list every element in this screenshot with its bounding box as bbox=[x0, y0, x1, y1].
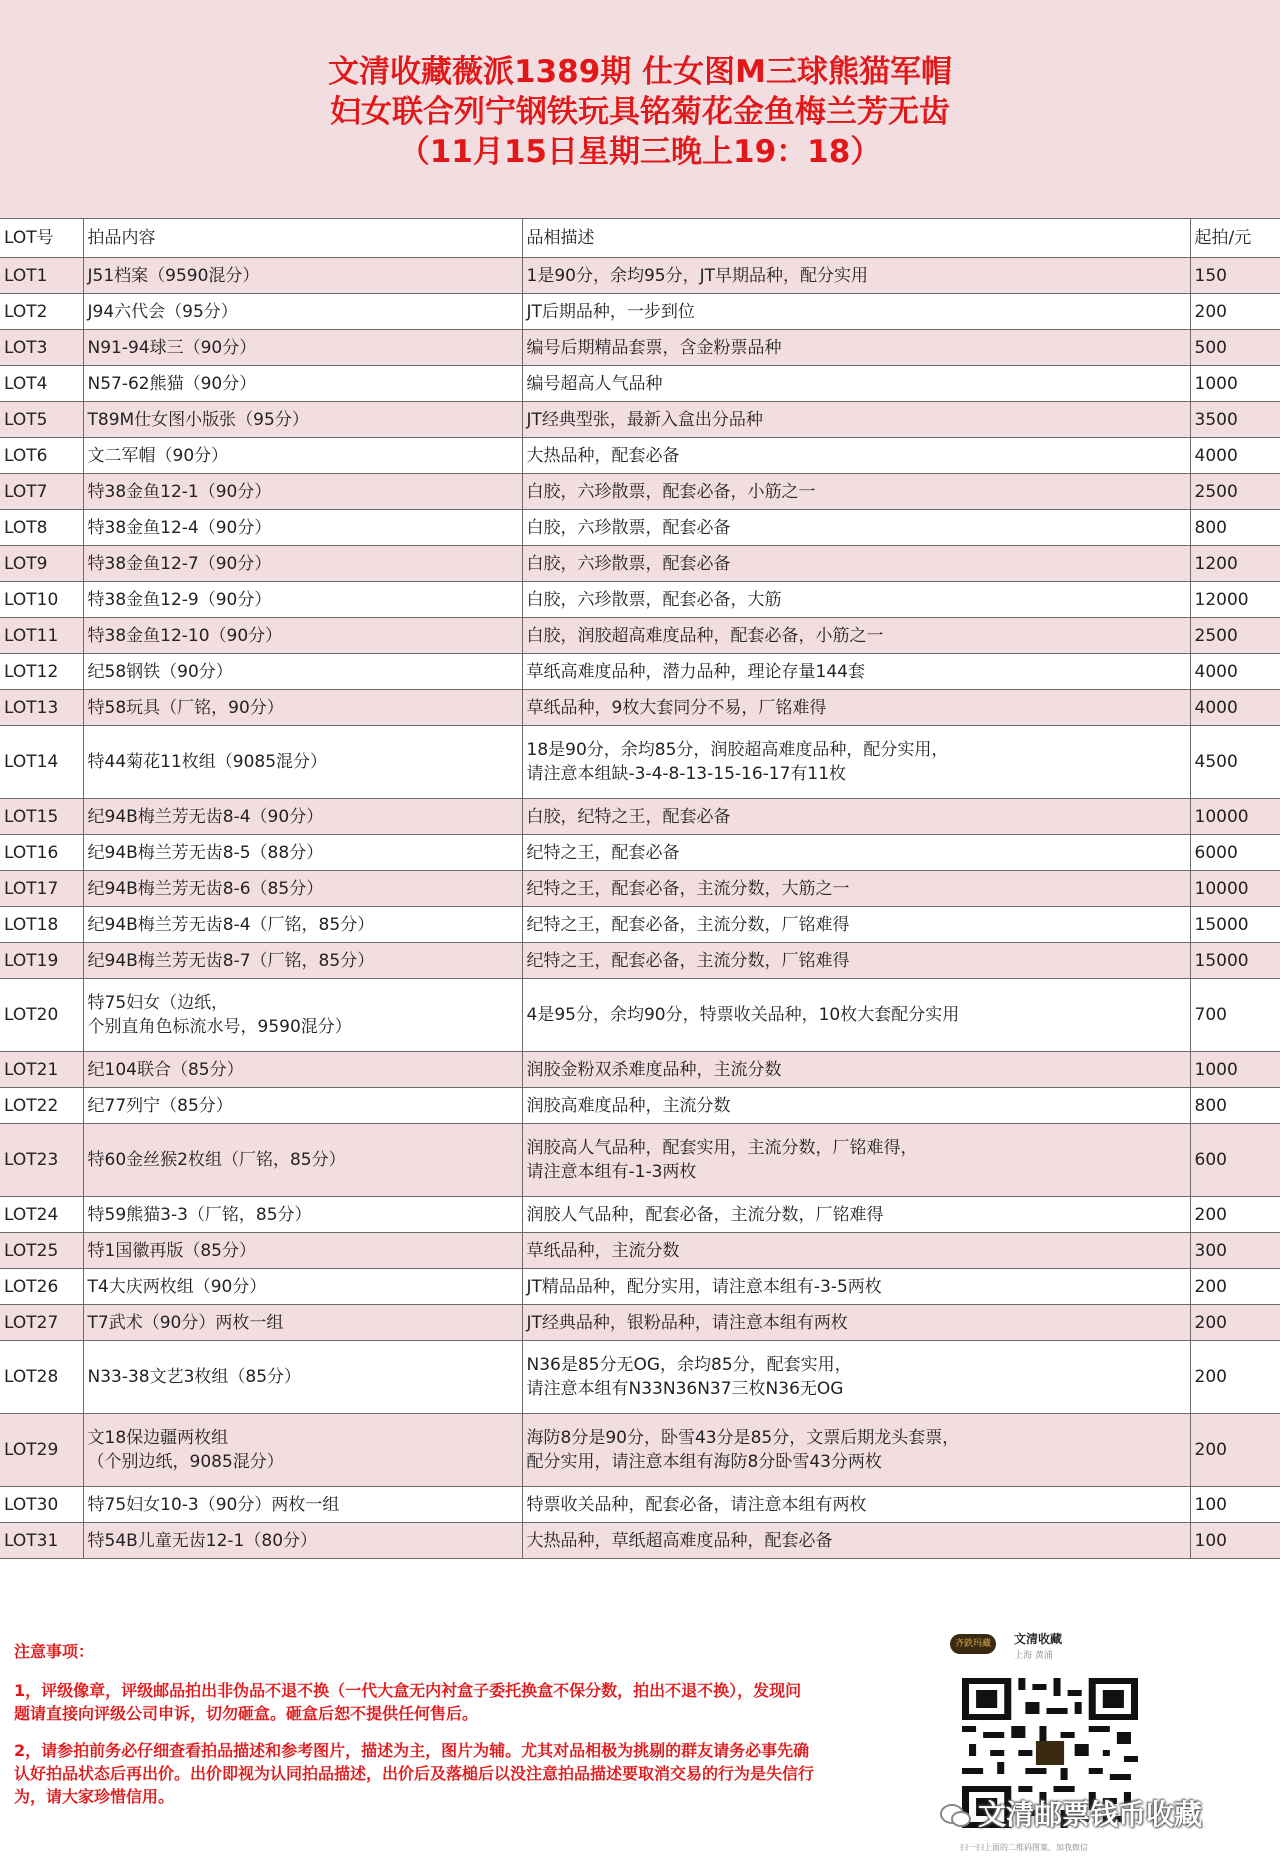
lot-number-cell: LOT22 bbox=[0, 1088, 83, 1124]
start-price-cell: 10000 bbox=[1190, 799, 1280, 835]
condition-cell: 1是90分，余均95分，JT早期品种，配分实用 bbox=[522, 258, 1190, 294]
condition-cell: N36是85分无OG，余均85分，配套实用， 请注意本组有N33N36N37三枚N36无OG bbox=[522, 1341, 1190, 1414]
table-row bbox=[0, 799, 1280, 835]
item-cell: 特38金鱼12-9（90分） bbox=[83, 582, 522, 618]
lot-number-cell: LOT18 bbox=[0, 907, 83, 943]
shop-logo: 齐鉄玛藏 bbox=[950, 1634, 996, 1654]
start-price-cell: 300 bbox=[1190, 1233, 1280, 1269]
item-cell: 特54B儿童无齿12-1（80分） bbox=[83, 1523, 522, 1559]
start-price-cell: 1000 bbox=[1190, 1052, 1280, 1088]
condition-cell: 纪特之王，配套必备，主流分数，厂铭难得 bbox=[522, 907, 1190, 943]
table-row bbox=[0, 1124, 1280, 1197]
watermark bbox=[940, 1793, 1202, 1833]
start-price-cell: 4000 bbox=[1190, 438, 1280, 474]
table-row bbox=[0, 654, 1280, 690]
notes-item-2: 2，请参拍前务必仔细查看拍品描述和参考图片，描述为主，图片为辅。尤其对品相极为挑剔的群友请务必事先确认好拍品状态后再出价。出价即视为认同拍品描述，出价后及落槌后以没注意拍品描述要取消交易的行为是失信行为，请大家珍惜信用。 bbox=[14, 1741, 815, 1806]
table-row bbox=[0, 907, 1280, 943]
item-cell: 特38金鱼12-4（90分） bbox=[83, 510, 522, 546]
condition-cell: 润胶金粉双杀难度品种，主流分数 bbox=[522, 1052, 1190, 1088]
condition-cell: 白胶，润胶超高难度品种，配套必备，小筋之一 bbox=[522, 618, 1190, 654]
table-row bbox=[0, 1487, 1280, 1523]
table-row bbox=[0, 546, 1280, 582]
condition-cell: 纪特之王，配套必备，主流分数，厂铭难得 bbox=[522, 943, 1190, 979]
start-price-cell: 1000 bbox=[1190, 366, 1280, 402]
item-cell: N91-94球三（90分） bbox=[83, 330, 522, 366]
lot-number-cell: LOT29 bbox=[0, 1414, 83, 1487]
qr-caption: 扫一扫上面的二维码图案，加我微信 bbox=[960, 1843, 1088, 1852]
item-cell: 纪94B梅兰芳无齿8-5（88分） bbox=[83, 835, 522, 871]
item-cell: 特58玩具（厂铭，90分） bbox=[83, 690, 522, 726]
item-cell: 特38金鱼12-7（90分） bbox=[83, 546, 522, 582]
lot-number-cell: LOT4 bbox=[0, 366, 83, 402]
lot-number-cell: LOT12 bbox=[0, 654, 83, 690]
table-row bbox=[0, 1414, 1280, 1487]
start-price-cell: 800 bbox=[1190, 1088, 1280, 1124]
start-price-cell: 200 bbox=[1190, 294, 1280, 330]
lot-number-cell: LOT16 bbox=[0, 835, 83, 871]
notes-title: 注意事项： bbox=[14, 1642, 95, 1661]
table-row bbox=[0, 294, 1280, 330]
lot-number-cell: LOT28 bbox=[0, 1341, 83, 1414]
watermark-text: 文清邮票钱币收藏 bbox=[978, 1798, 1203, 1831]
col-header-item: 拍品内容 bbox=[83, 219, 522, 258]
lot-number-cell: LOT25 bbox=[0, 1233, 83, 1269]
condition-cell: 润胶人气品种，配套必备，主流分数，厂铭难得 bbox=[522, 1197, 1190, 1233]
item-cell: 文二军帽（90分） bbox=[83, 438, 522, 474]
lot-number-cell: LOT2 bbox=[0, 294, 83, 330]
condition-cell: 海防8分是90分，卧雪43分是85分，文票后期龙头套票， 配分实用，请注意本组有海防8分卧雪43分两枚 bbox=[522, 1414, 1190, 1487]
start-price-cell: 15000 bbox=[1190, 907, 1280, 943]
col-header-start-price: 起拍/元 bbox=[1190, 219, 1280, 258]
table-row bbox=[0, 258, 1280, 294]
lot-number-cell: LOT5 bbox=[0, 402, 83, 438]
start-price-cell: 800 bbox=[1190, 510, 1280, 546]
start-price-cell: 12000 bbox=[1190, 582, 1280, 618]
start-price-cell: 15000 bbox=[1190, 943, 1280, 979]
lot-number-cell: LOT1 bbox=[0, 258, 83, 294]
lot-number-cell: LOT23 bbox=[0, 1124, 83, 1197]
notes-section bbox=[14, 1640, 814, 1822]
table-row bbox=[0, 618, 1280, 654]
title-line-1: 文清收藏薇派1389期 仕女图M三球熊猫军帽 bbox=[328, 54, 952, 90]
item-cell: 特59熊猫3-3（厂铭，85分） bbox=[83, 1197, 522, 1233]
item-cell: T4大庆两枚组（90分） bbox=[83, 1269, 522, 1305]
condition-cell: 18是90分，余均85分，润胶超高难度品种，配分实用， 请注意本组缺-3-4-8-13-15-16-17有11枚 bbox=[522, 726, 1190, 799]
lot-number-cell: LOT26 bbox=[0, 1269, 83, 1305]
item-cell: 纪94B梅兰芳无齿8-6（85分） bbox=[83, 871, 522, 907]
table-header-row bbox=[0, 219, 1280, 258]
condition-cell: 草纸品种，9枚大套同分不易，厂铭难得 bbox=[522, 690, 1190, 726]
table-row bbox=[0, 366, 1280, 402]
item-cell: 纪94B梅兰芳无齿8-4（厂铭，85分） bbox=[83, 907, 522, 943]
start-price-cell: 100 bbox=[1190, 1487, 1280, 1523]
start-price-cell: 200 bbox=[1190, 1305, 1280, 1341]
condition-cell: 大热品种，草纸超高难度品种，配套必备 bbox=[522, 1523, 1190, 1559]
condition-cell: 白胶，纪特之王，配套必备 bbox=[522, 799, 1190, 835]
item-cell: J94六代会（95分） bbox=[83, 294, 522, 330]
start-price-cell: 3500 bbox=[1190, 402, 1280, 438]
start-price-cell: 500 bbox=[1190, 330, 1280, 366]
lot-number-cell: LOT19 bbox=[0, 943, 83, 979]
condition-cell: 编号后期精品套票，含金粉票品种 bbox=[522, 330, 1190, 366]
condition-cell: 大热品种，配套必备 bbox=[522, 438, 1190, 474]
lot-number-cell: LOT27 bbox=[0, 1305, 83, 1341]
condition-cell: JT精品品种，配分实用，请注意本组有-3-5两枚 bbox=[522, 1269, 1190, 1305]
table-row bbox=[0, 1523, 1280, 1559]
table-row bbox=[0, 1197, 1280, 1233]
table-row bbox=[0, 330, 1280, 366]
item-cell: N33-38文艺3枚组（85分） bbox=[83, 1341, 522, 1414]
condition-cell: 编号超高人气品种 bbox=[522, 366, 1190, 402]
lot-number-cell: LOT15 bbox=[0, 799, 83, 835]
item-cell: J51档案（9590混分） bbox=[83, 258, 522, 294]
start-price-cell: 10000 bbox=[1190, 871, 1280, 907]
lot-number-cell: LOT30 bbox=[0, 1487, 83, 1523]
condition-cell: 特票收关品种，配套必备，请注意本组有两枚 bbox=[522, 1487, 1190, 1523]
title-line-2: 妇女联合列宁钢铁玩具铭菊花金鱼梅兰芳无齿 bbox=[330, 94, 950, 130]
title-line-3: （11月15日星期三晚上19：18） bbox=[398, 134, 882, 170]
item-cell: T89M仕女图小版张（95分） bbox=[83, 402, 522, 438]
table-row bbox=[0, 474, 1280, 510]
start-price-cell: 1200 bbox=[1190, 546, 1280, 582]
condition-cell: JT后期品种，一步到位 bbox=[522, 294, 1190, 330]
table-row bbox=[0, 726, 1280, 799]
condition-cell: JT经典品种，银粉品种，请注意本组有两枚 bbox=[522, 1305, 1190, 1341]
item-cell: 文18保边疆两枚组 （个别边纸，9085混分） bbox=[83, 1414, 522, 1487]
lot-number-cell: LOT31 bbox=[0, 1523, 83, 1559]
lot-number-cell: LOT13 bbox=[0, 690, 83, 726]
table-row bbox=[0, 690, 1280, 726]
table-body bbox=[0, 258, 1280, 1559]
table-row bbox=[0, 1305, 1280, 1341]
item-cell: 特38金鱼12-1（90分） bbox=[83, 474, 522, 510]
start-price-cell: 200 bbox=[1190, 1341, 1280, 1414]
start-price-cell: 2500 bbox=[1190, 474, 1280, 510]
lot-number-cell: LOT6 bbox=[0, 438, 83, 474]
lot-number-cell: LOT9 bbox=[0, 546, 83, 582]
col-header-lot: LOT号 bbox=[0, 219, 83, 258]
condition-cell: 白胶，六珍散票，配套必备，大筋 bbox=[522, 582, 1190, 618]
qr-account-location: 上海 黄浦 bbox=[1014, 1651, 1053, 1661]
start-price-cell: 700 bbox=[1190, 979, 1280, 1052]
condition-cell: 草纸品种，主流分数 bbox=[522, 1233, 1190, 1269]
lot-number-cell: LOT10 bbox=[0, 582, 83, 618]
table-row bbox=[0, 1341, 1280, 1414]
item-cell: 纪94B梅兰芳无齿8-4（90分） bbox=[83, 799, 522, 835]
item-cell: 特1国徽再版（85分） bbox=[83, 1233, 522, 1269]
qr-account-name: 文清收藏 bbox=[1014, 1632, 1063, 1646]
item-cell: 纪58钢铁（90分） bbox=[83, 654, 522, 690]
table-row bbox=[0, 835, 1280, 871]
lot-number-cell: LOT17 bbox=[0, 871, 83, 907]
start-price-cell: 6000 bbox=[1190, 835, 1280, 871]
condition-cell: 纪特之王，配套必备，主流分数，大筋之一 bbox=[522, 871, 1190, 907]
header-banner bbox=[0, 0, 1280, 218]
start-price-cell: 4500 bbox=[1190, 726, 1280, 799]
table-row bbox=[0, 1269, 1280, 1305]
lot-number-cell: LOT7 bbox=[0, 474, 83, 510]
condition-cell: 白胶，六珍散票，配套必备 bbox=[522, 546, 1190, 582]
condition-cell: 4是95分，余均90分，特票收关品种，10枚大套配分实用 bbox=[522, 979, 1190, 1052]
lot-number-cell: LOT3 bbox=[0, 330, 83, 366]
lot-number-cell: LOT11 bbox=[0, 618, 83, 654]
item-cell: N57-62熊猫（90分） bbox=[83, 366, 522, 402]
lot-number-cell: LOT21 bbox=[0, 1052, 83, 1088]
item-cell: 纪77列宁（85分） bbox=[83, 1088, 522, 1124]
start-price-cell: 200 bbox=[1190, 1269, 1280, 1305]
table-row bbox=[0, 943, 1280, 979]
table-row bbox=[0, 1233, 1280, 1269]
table-row bbox=[0, 1052, 1280, 1088]
condition-cell: 草纸高难度品种，潜力品种，理论存量144套 bbox=[522, 654, 1190, 690]
item-cell: 特75妇女（边纸， 个别直角色标流水号，9590混分） bbox=[83, 979, 522, 1052]
table-row bbox=[0, 1088, 1280, 1124]
condition-cell: JT经典型张，最新入盒出分品种 bbox=[522, 402, 1190, 438]
table-row bbox=[0, 979, 1280, 1052]
table-row bbox=[0, 871, 1280, 907]
condition-cell: 纪特之王，配套必备 bbox=[522, 835, 1190, 871]
item-cell: 特60金丝猴2枚组（厂铭，85分） bbox=[83, 1124, 522, 1197]
item-cell: 纪94B梅兰芳无齿8-7（厂铭，85分） bbox=[83, 943, 522, 979]
item-cell: 特75妇女10-3（90分）两枚一组 bbox=[83, 1487, 522, 1523]
col-header-condition: 品相描述 bbox=[522, 219, 1190, 258]
item-cell: 特38金鱼12-10（90分） bbox=[83, 618, 522, 654]
lot-number-cell: LOT8 bbox=[0, 510, 83, 546]
item-cell: T7武术（90分）两枚一组 bbox=[83, 1305, 522, 1341]
condition-cell: 润胶高难度品种，主流分数 bbox=[522, 1088, 1190, 1124]
table-row bbox=[0, 402, 1280, 438]
condition-cell: 白胶，六珍散票，配套必备 bbox=[522, 510, 1190, 546]
table-row bbox=[0, 510, 1280, 546]
notes-item-1: 1，评级像章，评级邮品拍出非伪品不退不换（一代大盒无内衬盒子委托换盒不保分数，拍出不退不换），发现问题请直接向评级公司申诉，切勿砸盒。砸盒后恕不提供任何售后。 bbox=[14, 1681, 802, 1723]
item-cell: 纪104联合（85分） bbox=[83, 1052, 522, 1088]
auction-table-wrapper bbox=[0, 218, 1280, 1559]
condition-cell: 白胶，六珍散票，配套必备，小筋之一 bbox=[522, 474, 1190, 510]
auction-table bbox=[0, 218, 1280, 1559]
item-cell: 特44菊花11枚组（9085混分） bbox=[83, 726, 522, 799]
wechat-icon bbox=[940, 1803, 972, 1829]
lot-number-cell: LOT20 bbox=[0, 979, 83, 1052]
condition-cell: 润胶高人气品种，配套实用，主流分数，厂铭难得， 请注意本组有-1-3两枚 bbox=[522, 1124, 1190, 1197]
lot-number-cell: LOT14 bbox=[0, 726, 83, 799]
start-price-cell: 600 bbox=[1190, 1124, 1280, 1197]
start-price-cell: 200 bbox=[1190, 1414, 1280, 1487]
start-price-cell: 4000 bbox=[1190, 690, 1280, 726]
start-price-cell: 100 bbox=[1190, 1523, 1280, 1559]
table-row bbox=[0, 438, 1280, 474]
lot-number-cell: LOT24 bbox=[0, 1197, 83, 1233]
start-price-cell: 150 bbox=[1190, 258, 1280, 294]
table-row bbox=[0, 582, 1280, 618]
start-price-cell: 4000 bbox=[1190, 654, 1280, 690]
start-price-cell: 2500 bbox=[1190, 618, 1280, 654]
start-price-cell: 200 bbox=[1190, 1197, 1280, 1233]
